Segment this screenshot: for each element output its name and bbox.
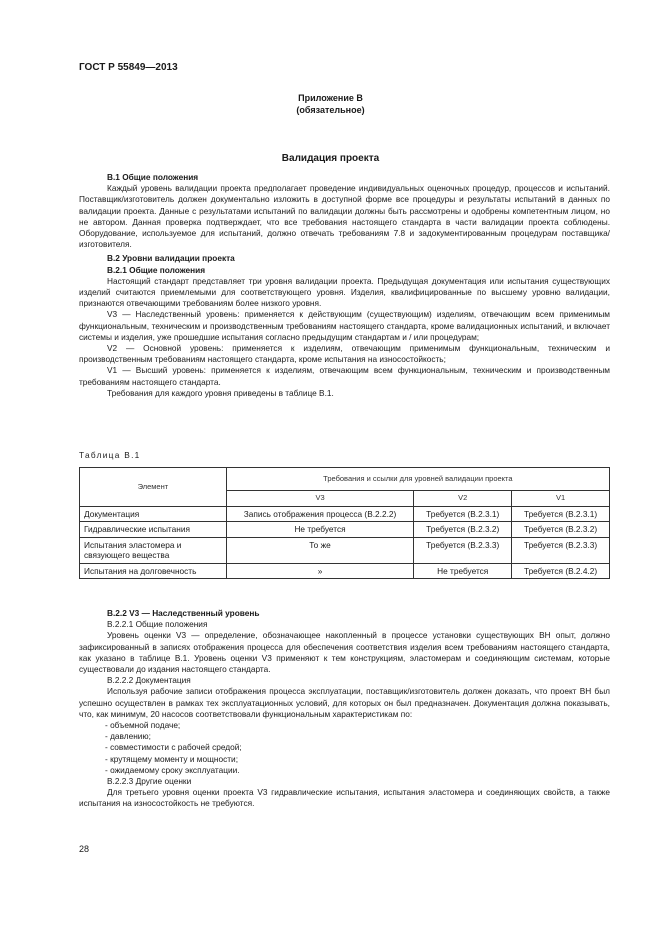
paragraph: Каждый уровень валидации проекта предполагает проведение индивидуальных оценочных процедур, процессов и испытаний. Поставщик/изготовитель должен документально изложить в доступной форме все процедуры и результаты испытаний в данных по валидации проекта. Данные с результатами испытаний по валидации должны быть рассмотрены и одобрены компетентным лицом, но не автором. Данная проверка подтверждает, что все требования настоящего стандарта в части валидации проекта соблюдены. Оборудование, используемое для испытаний, должно отвечать требованиям 7.8 и задокументированным процедурам поставщика/изготовителя. <box>79 183 610 250</box>
table-cell: Требуется (В.2.3.3) <box>414 537 512 563</box>
heading-b2: В.2 Уровни валидации проекта <box>107 253 235 264</box>
paragraph: V2 — Основной уровень: применяется к изделиям, отвечающим применимым функциональным, техническим и производственным требованиям настоящего стандарта, кроме испытания на износостойкость; <box>79 343 610 365</box>
list-item: - объемной подаче; <box>105 720 181 731</box>
section-title: Валидация проекта <box>281 153 380 164</box>
table-cell: То же <box>226 537 414 563</box>
list-item: - совместимости с рабочей средой; <box>105 742 242 753</box>
table-header-row <box>80 468 610 491</box>
col-element: Элемент <box>80 468 227 507</box>
section-b22 <box>79 608 610 810</box>
table-cell: Испытания на долговечность <box>80 563 227 579</box>
annex-title: Приложение В <box>298 93 363 103</box>
paragraph: V3 — Наследственный уровень: применяется к действующим (существующим) изделиям, отвечающим всем применимым функциональным, техническим и производственным требованиям настоящего стандарта, кроме валидационных испытаний, и включает системы и изделия, уже прошедшие испытания согласно предыдущим стандартам и / или процедурам; <box>79 309 610 342</box>
table-cell: Документация <box>80 506 227 522</box>
table-row <box>80 506 610 522</box>
paragraph: Требования для каждого уровня приведены в таблице В.1. <box>107 387 334 398</box>
paragraph: V1 — Высший уровень: применяется к изделиям, отвечающим всем функциональным, техническим и производственным требованиям настоящего стандарта. <box>79 365 610 387</box>
table-caption: Таблица В.1 <box>79 450 141 460</box>
annex-heading <box>0 92 661 116</box>
annex-status: (обязательное) <box>296 105 365 115</box>
table-cell: Гидравлические испытания <box>80 522 227 538</box>
paragraph: Используя рабочие записи отображения процесса эксплуатации, поставщик/изготовитель должен доказать, что проект ВН был успешно осуществлен в рамках тех эксплуатационных условий, для которых он был предназначен. Документация должна показывать, что, как минимум, 20 насосов соответствовали функциональным характеристикам по: <box>79 686 610 719</box>
col-group: Требования и ссылки для уровней валидации проекта <box>226 468 609 491</box>
heading-b21: В.2.1 Общие положения <box>107 264 206 275</box>
subheading: В.2.2.1 Общие положения <box>107 619 208 630</box>
table-cell: Запись отображения процесса (В.2.2.2) <box>226 506 414 522</box>
list-item: - ожидаемому сроку эксплуатации. <box>105 764 240 775</box>
paragraph: Для третьего уровня оценки проекта V3 гидравлические испытания, испытания эластомера и соединяющих свойств, а также испытания на износостойкость не требуются. <box>79 787 610 809</box>
subheading: В.2.2.2 Документация <box>107 675 191 686</box>
standard-header: ГОСТ Р 55849—2013 <box>79 62 178 73</box>
heading-b1: В.1 Общие положения <box>107 172 199 182</box>
table-cell: Требуется (В.2.3.2) <box>512 522 610 538</box>
col-v1: V1 <box>512 491 610 507</box>
table-cell: » <box>226 563 414 579</box>
table-cell: Испытания эластомера и связующего вещества <box>80 537 227 563</box>
table-cell: Требуется (В.2.3.1) <box>512 506 610 522</box>
table-cell: Не требуется <box>226 522 414 538</box>
section-b1 <box>79 172 610 399</box>
table-row <box>80 537 610 563</box>
list-item: - давлению; <box>105 731 151 742</box>
table-cell: Не требуется <box>414 563 512 579</box>
paragraph: Уровень оценки V3 — определение, обозначающее накопленный в процессе установки существующих ВН опыт, должно зафиксированный в записях отображения процесса для обеспечения соответствия изделия всем требованиям настоящего стандарта, как указано в таблице В.1. Уровень оценки V3 применяют к тем конструкциям, эластомерам и соединяющим системам, которые существовали до издания настоящего стандарта. <box>79 630 610 675</box>
table-row <box>80 522 610 538</box>
paragraph: Настоящий стандарт представляет три уровня валидации проекта. Предыдущая документация или испытания существующих изделий считаются приемлемыми для соответствующего уровня. Изделия, квалифицированные по высшему уровню валидации, признаются отвечающими требованиям более низкого уровня. <box>79 275 610 309</box>
subheading: В.2.2.3 Другие оценки <box>107 776 192 787</box>
table-cell: Требуется (В.2.3.1) <box>414 506 512 522</box>
list-item: - крутящему моменту и мощности; <box>105 753 238 764</box>
table-cell: Требуется (В.2.3.3) <box>512 537 610 563</box>
table-cell: Требуется (В.2.3.2) <box>414 522 512 538</box>
page-number: 28 <box>79 844 90 854</box>
col-v3: V3 <box>226 491 414 507</box>
heading-b22: В.2.2 V3 — Наследственный уровень <box>107 608 260 618</box>
table-cell: Требуется (В.2.4.2) <box>512 563 610 579</box>
col-v2: V2 <box>414 491 512 507</box>
table-row <box>80 563 610 579</box>
requirements-table <box>79 467 610 579</box>
